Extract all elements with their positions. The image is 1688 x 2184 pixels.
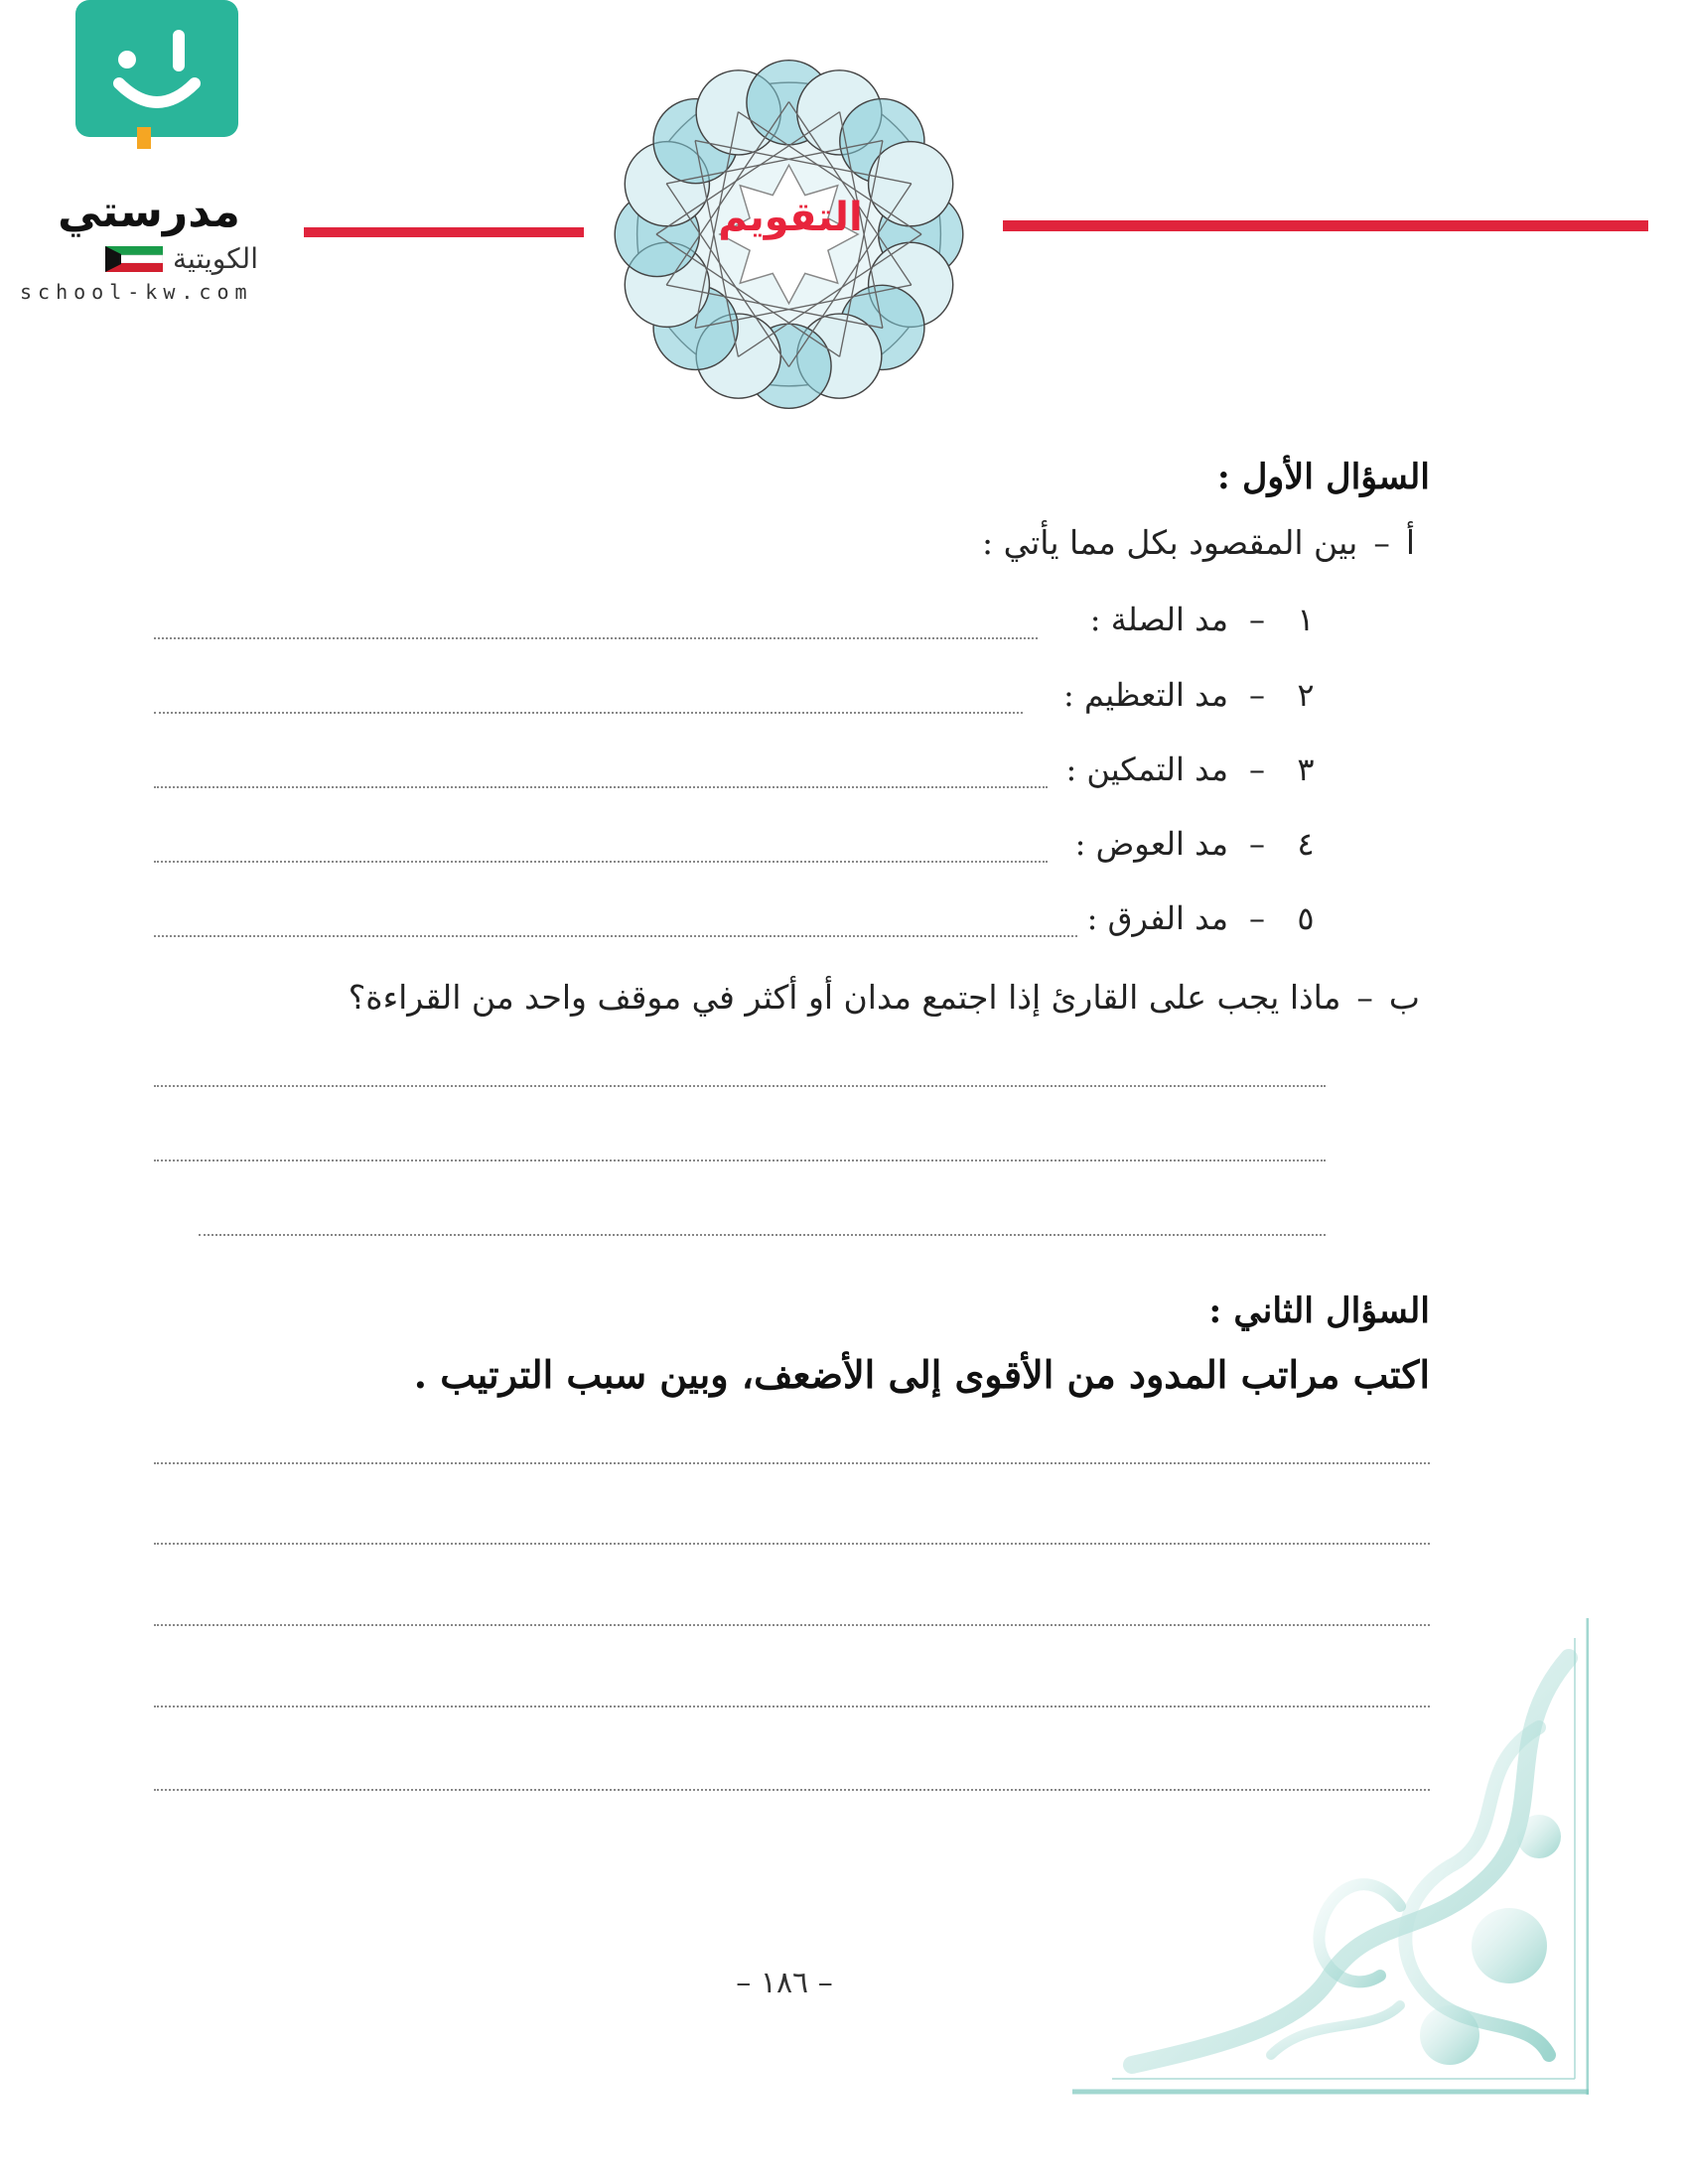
logo-url: school-kw.com	[20, 280, 253, 304]
item-number: ٤	[1297, 825, 1315, 863]
item-text: مد التعظيم :	[1063, 676, 1228, 714]
answer-line[interactable]	[154, 1085, 1326, 1087]
item-number: ١	[1297, 601, 1315, 638]
logo-subtitle	[50, 242, 258, 275]
answer-line[interactable]	[154, 861, 1048, 863]
header-rule-right	[1003, 220, 1648, 231]
question1-title: السؤال الأول :	[1216, 457, 1430, 497]
floral-corner-ornament-icon	[1072, 1618, 1589, 2095]
item-dash: –	[1249, 899, 1265, 937]
question2-title: السؤال الثاني :	[1208, 1291, 1430, 1331]
part-b-label: ب	[1388, 978, 1420, 1017]
header-rule-left	[304, 227, 584, 237]
answer-line[interactable]	[154, 712, 1023, 714]
part-b-dash: –	[1356, 978, 1373, 1017]
list-item	[1087, 896, 1326, 940]
part-b-text: ماذا يجب على القارئ إذا اجتمع مدان أو أكثر في موقف واحد من القراءة؟	[348, 978, 1341, 1017]
page-number: – ١٨٦ –	[736, 1966, 833, 2000]
item-dash: –	[1249, 676, 1265, 714]
part-a-label: أ	[1405, 523, 1415, 562]
logo-subtitle-text: الكويتية	[173, 242, 258, 275]
list-item	[1090, 598, 1326, 641]
item-number: ٢	[1297, 676, 1315, 714]
item-dash: –	[1249, 751, 1265, 788]
answer-line[interactable]	[154, 1160, 1326, 1161]
item-number: ٥	[1297, 899, 1315, 937]
part-a-text: بين المقصود بكل مما يأتي :	[982, 523, 1358, 562]
section-title: التقويم	[718, 195, 863, 240]
question1-part-a	[521, 523, 1415, 562]
item-text: مد العوض :	[1074, 825, 1228, 863]
answer-line[interactable]	[154, 935, 1077, 937]
item-number: ٣	[1297, 751, 1315, 788]
madrasati-logo-icon	[75, 0, 238, 149]
kuwait-flag-icon	[105, 246, 163, 272]
item-text: مد التمكين :	[1065, 751, 1228, 788]
answer-line[interactable]	[154, 1462, 1430, 1464]
list-item	[1075, 822, 1326, 866]
item-text: مد الصلة :	[1089, 601, 1228, 638]
question1-part-b	[228, 978, 1420, 1017]
answer-line[interactable]	[154, 637, 1038, 639]
item-text: مد الفرق :	[1086, 899, 1228, 937]
item-dash: –	[1249, 601, 1265, 638]
question2-text: اكتب مراتب المدود من الأقوى إلى الأضعف، وبين سبب الترتيب .	[413, 1352, 1430, 1397]
part-a-dash: –	[1373, 523, 1390, 562]
list-item	[1065, 748, 1326, 791]
list-item	[1063, 673, 1326, 717]
answer-line[interactable]	[154, 786, 1048, 788]
answer-line[interactable]	[199, 1234, 1326, 1236]
item-dash: –	[1249, 825, 1265, 863]
answer-line[interactable]	[154, 1543, 1430, 1545]
logo-name: مدرستي	[58, 187, 240, 237]
